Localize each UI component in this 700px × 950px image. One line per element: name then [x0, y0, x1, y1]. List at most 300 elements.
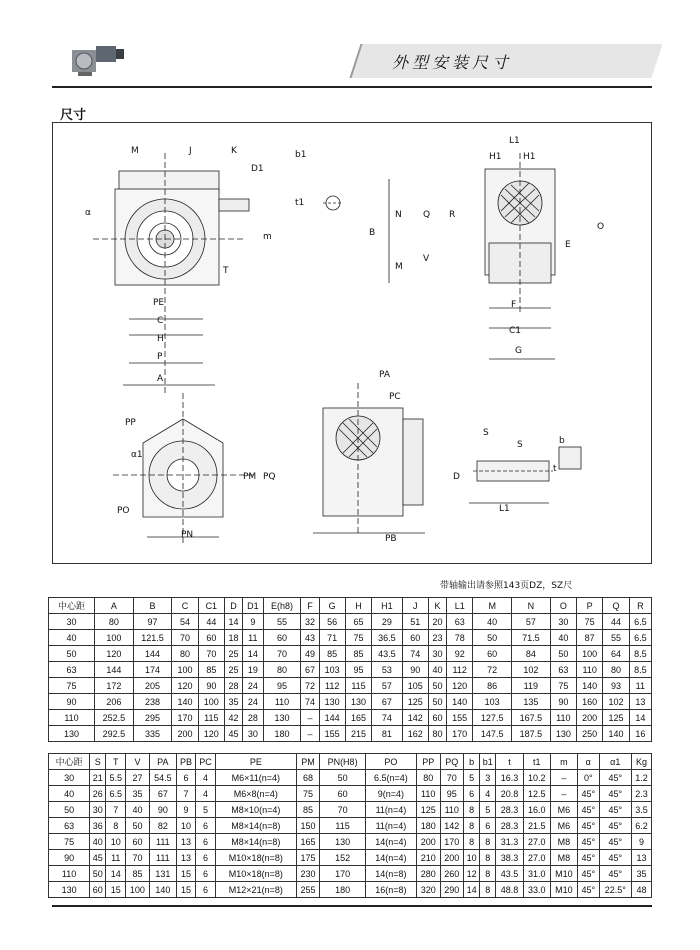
table-cell: 180 [320, 882, 366, 898]
table-cell: 13 [629, 694, 651, 710]
table-header-cell: M [473, 598, 512, 614]
table-cell: 8 [480, 834, 496, 850]
table-cell: 125 [603, 710, 629, 726]
table-cell: 82 [149, 818, 176, 834]
table-cell: 28 [224, 678, 242, 694]
label-N: N [395, 210, 402, 220]
table-cell: 28.3 [496, 818, 523, 834]
label-S-right: S [517, 440, 523, 450]
table-header-cell: A [95, 598, 134, 614]
table-cell: 95 [440, 786, 464, 802]
table-cell: 9 [176, 802, 195, 818]
table-cell: M6 [550, 818, 577, 834]
table-header-cell: t1 [523, 754, 550, 770]
table-cell: 120 [95, 646, 134, 662]
table-cell: 120 [447, 678, 473, 694]
table-cell: 8 [480, 866, 496, 882]
table-cell: 135 [512, 694, 551, 710]
table-cell: 112 [319, 678, 345, 694]
table-header-cell: F [301, 598, 319, 614]
table-cell: 6 [196, 850, 216, 866]
table-cell: 63 [550, 662, 576, 678]
table-cell: 67 [149, 786, 176, 802]
table-cell: 24 [243, 694, 264, 710]
table-cell: 75 [577, 614, 603, 630]
table-cell: 13 [176, 834, 195, 850]
section-label: 尺寸 [60, 108, 87, 123]
table-header-cell: m [550, 754, 577, 770]
table-header-cell: Q [603, 598, 629, 614]
table-row [49, 818, 652, 834]
table-cell: 255 [296, 882, 320, 898]
table-cell: 50 [428, 678, 446, 694]
table-cell: 130 [49, 882, 90, 898]
table-header-cell: T [106, 754, 126, 770]
table-cell: 50 [428, 694, 446, 710]
table-cell: 12 [464, 866, 480, 882]
table-cell: 200 [416, 834, 440, 850]
table-cell: 55 [263, 614, 301, 630]
table-cell: 147.5 [473, 726, 512, 742]
flange-view-drawing [113, 393, 253, 543]
table-cell: 292.5 [95, 726, 134, 742]
label-PB: PB [385, 534, 397, 544]
table-cell: 140 [172, 694, 198, 710]
table-row [49, 694, 652, 710]
header-rule [52, 86, 652, 88]
table-row [49, 770, 652, 786]
label-PN: PN [181, 530, 194, 540]
table-cell: 15 [176, 882, 195, 898]
table-cell: 6.5 [629, 630, 651, 646]
table-cell: 16 [629, 726, 651, 742]
table-cell: 60 [428, 710, 446, 726]
table-header-cell: S [90, 754, 106, 770]
table-cell: 110 [49, 710, 95, 726]
label-V: V [423, 254, 430, 264]
table-cell: 45° [599, 770, 632, 786]
table-cell: 57 [372, 678, 402, 694]
label-H1-left: H1 [489, 152, 502, 162]
table-header-cell: PA [149, 754, 176, 770]
table-cell: 6.5 [106, 786, 126, 802]
table-cell: 8 [464, 802, 480, 818]
table-cell: 2.3 [632, 786, 652, 802]
table-cell: 92 [447, 646, 473, 662]
table-cell: 7 [176, 786, 195, 802]
table-cell: 56 [319, 614, 345, 630]
table-header-cell: 中心距 [49, 598, 95, 614]
page-title: 外型安装尺寸 [392, 53, 513, 72]
table-cell: 155 [319, 726, 345, 742]
table-cell: 260 [440, 866, 464, 882]
table-cell: 57 [512, 614, 551, 630]
table-cell: 5 [480, 802, 496, 818]
label-L1-shaft: L1 [499, 504, 510, 514]
table-cell: 150 [296, 818, 320, 834]
table-cell: 206 [95, 694, 134, 710]
table-cell: 125 [416, 802, 440, 818]
table-cell: 162 [402, 726, 428, 742]
table-cell: 70 [440, 770, 464, 786]
table-cell: 90 [49, 694, 95, 710]
table-header-cell: PP [416, 754, 440, 770]
table-cell: 70 [172, 630, 198, 646]
table-header-cell: C [172, 598, 198, 614]
label-alpha1: α1 [131, 450, 143, 460]
table-cell: 102 [512, 662, 551, 678]
label-M: M [131, 146, 139, 156]
shaft-note: 带轴输出请参照143页DZ，SZ尺 [440, 581, 573, 591]
table-cell: 130 [550, 726, 576, 742]
label-T: T [223, 266, 229, 276]
table-cell: 4 [480, 786, 496, 802]
table-cell: 155 [447, 710, 473, 726]
table-cell: 13 [176, 850, 195, 866]
table-cell: 4 [196, 770, 216, 786]
table-cell: 54.5 [149, 770, 176, 786]
table-cell: 10 [176, 818, 195, 834]
table-cell: 6 [176, 770, 195, 786]
table-header-cell: PC [196, 754, 216, 770]
table-cell: 30 [90, 802, 106, 818]
table-cell: 60 [263, 630, 301, 646]
table-cell: 165 [345, 710, 371, 726]
table-cell: 9 [243, 614, 264, 630]
table-cell: 75 [345, 630, 371, 646]
table-cell: 60 [473, 646, 512, 662]
table-cell: 80 [603, 662, 629, 678]
table-cell: 238 [133, 694, 172, 710]
table-cell: 18 [224, 630, 242, 646]
table-cell: 8.5 [629, 662, 651, 678]
table-cell: 40 [90, 834, 106, 850]
table-header-cell: 中心距 [49, 754, 90, 770]
label-G: G [515, 346, 522, 356]
table-cell: 74 [372, 710, 402, 726]
table-header-cell: B [133, 598, 172, 614]
table-header-cell: P [577, 598, 603, 614]
table-cell: 71.5 [512, 630, 551, 646]
table-cell: 130 [319, 694, 345, 710]
table-header-cell: C1 [198, 598, 224, 614]
table-cell: 48 [632, 882, 652, 898]
table-cell: 90 [402, 662, 428, 678]
table-cell: 45° [578, 786, 599, 802]
table-cell: 6 [196, 818, 216, 834]
table-cell: 115 [320, 818, 366, 834]
table-cell: M6×11(n=4) [215, 770, 296, 786]
table-cell: 11(n=4) [365, 818, 416, 834]
shaft-detail-drawing [469, 447, 581, 503]
table-cell: 144 [95, 662, 134, 678]
table-cell: 75 [296, 786, 320, 802]
table-cell: 110 [440, 802, 464, 818]
table-cell: 43 [301, 630, 319, 646]
label-Q: Q [423, 210, 431, 220]
table-header-cell: α [578, 754, 599, 770]
table-cell: 65 [345, 614, 371, 630]
table-header-cell: O [550, 598, 576, 614]
table-cell: 12.5 [523, 786, 550, 802]
table-cell: 130 [345, 694, 371, 710]
table-cell: 8 [464, 818, 480, 834]
label-PQ: PQ [263, 472, 276, 482]
table-cell: 68 [296, 770, 320, 786]
table-cell: 54 [172, 614, 198, 630]
table-cell: 0° [578, 770, 599, 786]
table-cell: 31.0 [523, 866, 550, 882]
table-cell: 5 [196, 802, 216, 818]
table-cell: 60 [90, 882, 106, 898]
table-cell: 40 [473, 614, 512, 630]
table-header-cell: PB [176, 754, 195, 770]
table-cell: 90 [198, 678, 224, 694]
table-cell: 90 [149, 802, 176, 818]
table-cell: 70 [263, 646, 301, 662]
table-cell: 115 [198, 710, 224, 726]
table-cell: 200 [440, 850, 464, 866]
table-row [49, 882, 652, 898]
table-cell: 172 [95, 678, 134, 694]
table-cell: 72 [301, 678, 319, 694]
table-cell: 27.0 [523, 834, 550, 850]
table-cell: 93 [603, 678, 629, 694]
table-cell: 100 [126, 882, 150, 898]
table-cell: 22.5° [599, 882, 632, 898]
table-cell: 110 [550, 710, 576, 726]
table-cell: 71 [319, 630, 345, 646]
table-cell: 60 [402, 630, 428, 646]
label-PE: PE [153, 298, 165, 308]
label-t1: t1 [295, 198, 305, 208]
table-header-cell: V [126, 754, 150, 770]
table-cell: 6.5(n=4) [365, 770, 416, 786]
table-cell: 130 [320, 834, 366, 850]
table-cell: 55 [603, 630, 629, 646]
table-row [49, 630, 652, 646]
table-cell: 112 [447, 662, 473, 678]
table-cell: 200 [577, 710, 603, 726]
table-cell: 72 [473, 662, 512, 678]
table-cell: 75 [49, 678, 95, 694]
table-cell: 14 [224, 614, 242, 630]
table-cell: 28 [243, 710, 264, 726]
table-cell: 26 [90, 786, 106, 802]
table-cell: 6.5 [629, 614, 651, 630]
table-cell: 80 [172, 646, 198, 662]
table-cell: 40 [428, 662, 446, 678]
table-cell: 30 [428, 646, 446, 662]
table-header-cell: b [464, 754, 480, 770]
table-cell: 16(n=8) [365, 882, 416, 898]
table-cell: 170 [447, 726, 473, 742]
table-header-cell: D1 [243, 598, 264, 614]
table-cell: 125 [402, 694, 428, 710]
table-cell: 140 [447, 694, 473, 710]
table-header-cell: E(h8) [263, 598, 301, 614]
table-cell: – [301, 726, 319, 742]
table-cell: 174 [133, 662, 172, 678]
table-header-cell: L1 [447, 598, 473, 614]
table-cell: 3.5 [632, 802, 652, 818]
label-A: A [157, 374, 164, 384]
table-cell: 35 [632, 866, 652, 882]
table-cell: 290 [440, 882, 464, 898]
table-cell: 9 [632, 834, 652, 850]
table-row [49, 726, 652, 742]
table-cell: 120 [198, 726, 224, 742]
table-cell: 24 [243, 678, 264, 694]
table-header-cell: α1 [599, 754, 632, 770]
table-cell: – [550, 770, 577, 786]
table-cell: 215 [345, 726, 371, 742]
table-cell: 7 [106, 802, 126, 818]
table-cell: 6 [196, 866, 216, 882]
table-cell: 100 [577, 646, 603, 662]
table-cell: 29 [372, 614, 402, 630]
table-cell: 11 [106, 850, 126, 866]
table-cell: 160 [577, 694, 603, 710]
table-cell: 205 [133, 678, 172, 694]
table-cell: 165 [296, 834, 320, 850]
table-cell: 35 [126, 786, 150, 802]
table-cell: 140 [577, 678, 603, 694]
table-cell: – [550, 786, 577, 802]
table-header-row [49, 598, 652, 614]
table-cell: 38.3 [496, 850, 523, 866]
table-cell: 45° [578, 802, 599, 818]
table-cell: M6×8(n=4) [215, 786, 296, 802]
label-D1: D1 [251, 164, 264, 174]
table-cell: 30 [550, 614, 576, 630]
label-B: B [369, 228, 376, 238]
label-PA: PA [379, 370, 391, 380]
table-header-cell: K [428, 598, 446, 614]
table-cell: 60 [198, 630, 224, 646]
table-cell: 103 [473, 694, 512, 710]
table-header-cell: PN(H8) [320, 754, 366, 770]
table-header-cell: H1 [372, 598, 402, 614]
table-cell: 50 [473, 630, 512, 646]
table-cell: 50 [550, 646, 576, 662]
table-cell: 44 [603, 614, 629, 630]
table-cell: 60 [320, 786, 366, 802]
table-cell: 53 [372, 662, 402, 678]
table-cell: 27.0 [523, 850, 550, 866]
table-cell: 144 [319, 710, 345, 726]
table-header-cell: PQ [440, 754, 464, 770]
table-cell: 84 [512, 646, 551, 662]
table-cell: 140 [603, 726, 629, 742]
table-cell: 85 [198, 662, 224, 678]
table-cell: 75 [550, 678, 576, 694]
table-cell: 45° [599, 866, 632, 882]
table-cell: 5.5 [106, 770, 126, 786]
label-P: P [157, 352, 163, 362]
table-cell: 85 [319, 646, 345, 662]
table-cell: 74 [301, 694, 319, 710]
table-cell: 1.2 [632, 770, 652, 786]
table-cell: 90 [49, 850, 90, 866]
table-cell: 95 [263, 678, 301, 694]
table-cell: 200 [172, 726, 198, 742]
table-cell: 45 [224, 726, 242, 742]
table-cell: 230 [296, 866, 320, 882]
table-cell: 170 [172, 710, 198, 726]
table-cell: 45° [599, 802, 632, 818]
footer-rule [52, 905, 652, 907]
table-cell: 40 [49, 786, 90, 802]
table-cell: – [301, 710, 319, 726]
table-header-cell: PE [215, 754, 296, 770]
table-cell: 8 [464, 834, 480, 850]
table-cell: 167.5 [512, 710, 551, 726]
table-cell: 111 [149, 850, 176, 866]
key-detail-drawing [323, 196, 343, 210]
label-PM: PM [243, 472, 257, 482]
table-header-cell: G [319, 598, 345, 614]
table-cell: 5 [464, 770, 480, 786]
table-cell: M10×18(n=8) [215, 866, 296, 882]
table-cell: 74 [402, 646, 428, 662]
label-K: K [231, 146, 237, 156]
table-cell: 81 [372, 726, 402, 742]
table-cell: 45° [578, 850, 599, 866]
table-cell: 8 [480, 882, 496, 898]
table-cell: M8×14(n=8) [215, 818, 296, 834]
table-cell: 45° [599, 834, 632, 850]
table-cell: 45 [90, 850, 106, 866]
label-C1: C1 [509, 326, 522, 336]
table-cell: 80 [263, 662, 301, 678]
flange-side-drawing [313, 383, 425, 533]
table-cell: 11(n=4) [365, 802, 416, 818]
table-cell: 9(n=4) [365, 786, 416, 802]
table-row [49, 850, 652, 866]
table-cell: 252.5 [95, 710, 134, 726]
table-row [49, 614, 652, 630]
table-cell: 45° [599, 786, 632, 802]
table-header-row [49, 754, 652, 770]
table-cell: 42 [224, 710, 242, 726]
table-cell: 67 [301, 662, 319, 678]
table-cell: 85 [345, 646, 371, 662]
table-row [49, 866, 652, 882]
table-cell: 40 [49, 630, 95, 646]
table-cell: 102 [603, 694, 629, 710]
label-M-side: M [395, 262, 403, 272]
table-cell: M12×21(n=8) [215, 882, 296, 898]
table-cell: 15 [106, 882, 126, 898]
table-cell: M10×18(n=8) [215, 850, 296, 866]
table-cell: 75 [49, 834, 90, 850]
table-cell: 27 [126, 770, 150, 786]
label-m: m [263, 232, 272, 242]
label-E: E [565, 240, 571, 250]
table-cell: 32 [301, 614, 319, 630]
table-cell: 25 [224, 662, 242, 678]
table-header-cell: N [512, 598, 551, 614]
table-cell: 45° [578, 834, 599, 850]
dimension-table-1 [48, 597, 652, 742]
table-cell: 14(n=4) [365, 834, 416, 850]
table-cell: 131 [149, 866, 176, 882]
table-cell: 3 [480, 770, 496, 786]
table-cell: 175 [296, 850, 320, 866]
table-cell: 180 [416, 818, 440, 834]
table-cell: 8 [106, 818, 126, 834]
